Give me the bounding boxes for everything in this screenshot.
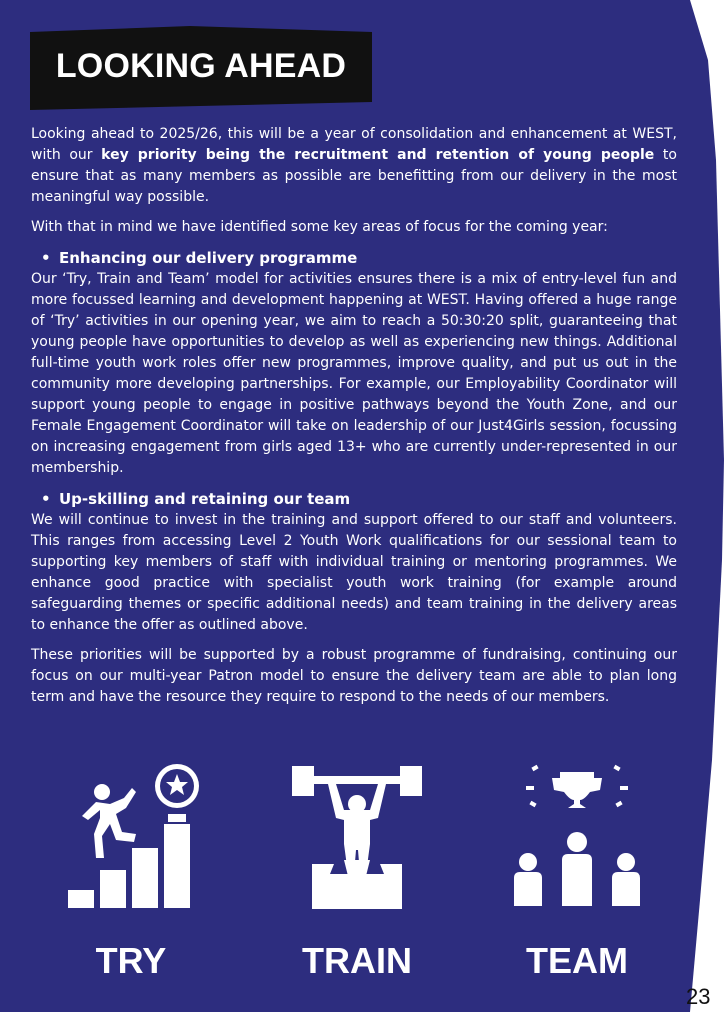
section-body: We will continue to invest in the training and support offered to our staff and volunteers. This ranges from accessing Level 2 Youth Work qualifications for our sessional team to supporting key members of staff with individual training or mentoring programmes. We enhance good practice with specialist youth work training (for example around safeguarding themes or specific additional needs) and team training in the delivery areas to enhance the offer as outlined above. bbox=[31, 512, 677, 633]
focus-intro: With that in mind we have identified some key areas of focus for the coming year: bbox=[31, 219, 608, 235]
bullet-icon: • bbox=[41, 490, 51, 508]
page-number: 23 bbox=[686, 984, 711, 1009]
intro-paragraph: Looking ahead to 2025/26, this will be a year of consolidation and enhancement at WEST, with our key priority being the recruitment and retention of young people to ensure that as many members as possible are benefitting from our delivery in the most meaningful way possible. bbox=[31, 126, 677, 205]
bullet-icon: • bbox=[41, 249, 51, 267]
section-heading: • Up-skilling and retaining our team bbox=[41, 490, 351, 508]
section-body: Our ‘Try, Train and Team’ model for activities ensures there is a mix of entry-level fun and more focussed learning and development happening at WEST. Having offered a huge range of ‘Try’ activities in our opening year, we aim to reach a 50:30:20 split, guaranteeing that young people have opportunities to develop as well as experiencing new things. Additional full-time youth work roles offer new programmes, improve quality, and put us out in the community more developing partnerships. For example, our Employability Coordinator will support young people to engage in positive pathways beyond the Youth Zone, and our Female Engagement Coordinator will take on leadership of our Just4Girls session, focussing on increasing engagement from girls aged 13+ who are currently under-represented in our membership. bbox=[31, 271, 677, 476]
page-title: LOOKING AHEAD bbox=[55, 46, 347, 85]
title-banner bbox=[30, 22, 372, 110]
main-content bbox=[31, 124, 677, 717]
key-priority-highlight: key priority being the recruitment and retention of young people bbox=[101, 147, 655, 163]
team-trophy-icon bbox=[510, 764, 644, 910]
pillar-label-train: TRAIN bbox=[302, 940, 412, 981]
weightlifter-icon bbox=[292, 764, 422, 909]
closing-paragraph: These priorities will be supported by a robust programme of fundraising, continuing our focus on our multi-year Patron model to ensure the delivery team are able to plan long term and have the resource they require to respond to the needs of our members. bbox=[31, 647, 677, 705]
section-heading: • Enhancing our delivery programme bbox=[41, 249, 358, 267]
pillar-label-team: TEAM bbox=[526, 940, 628, 981]
climbing-steps-star-icon bbox=[66, 762, 206, 912]
pillar-label-try: TRY bbox=[95, 940, 167, 981]
